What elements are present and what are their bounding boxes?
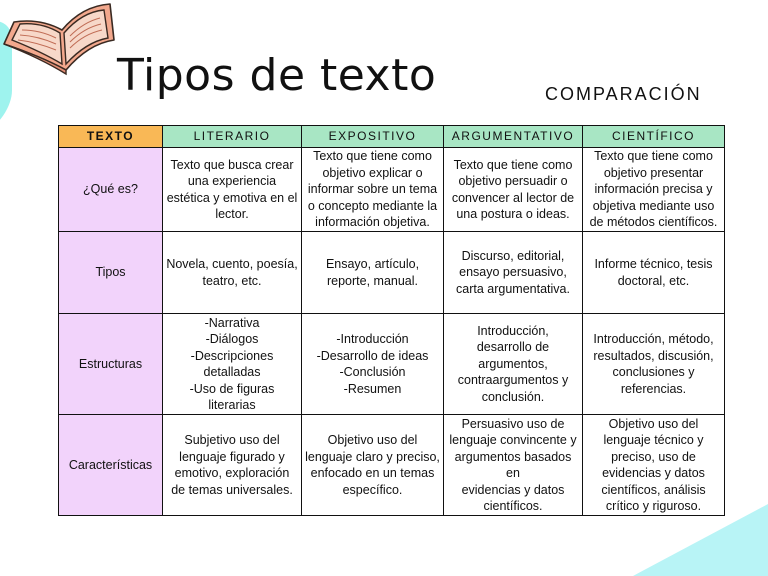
table-row — [59, 148, 725, 232]
cell-line: Introducción, método, — [593, 332, 714, 346]
header-cientifico: CIENTÍFICO — [583, 126, 725, 148]
cell-line: -Resumen — [343, 381, 402, 396]
table-row — [59, 314, 725, 415]
cell-line: estética y emotiva en el — [166, 190, 298, 205]
table-cell — [163, 232, 302, 314]
cell-line: -Descripciones — [190, 348, 274, 363]
cell-line: lenguaje convincente y — [449, 433, 577, 447]
comparison-table — [58, 125, 725, 516]
cell-line: -Diálogos — [205, 332, 259, 346]
cell-line: Objetivo uso del — [608, 416, 699, 431]
cell-line: información objetiva. — [315, 215, 430, 230]
table-cell — [163, 415, 302, 516]
table-cell — [302, 314, 444, 415]
cell-line: evidencias y datos — [602, 466, 705, 480]
header-expositivo: EXPOSITIVO — [302, 126, 444, 148]
cell-line: -Uso de figuras — [189, 381, 275, 396]
cell-line: objetiva mediante uso — [592, 198, 715, 213]
table-cell — [302, 232, 444, 314]
cell-line: informar sobre un tema — [307, 182, 438, 197]
open-book-icon — [0, 0, 120, 84]
table-cell — [583, 148, 725, 232]
cell-line: una experiencia — [187, 174, 277, 188]
cell-line: Subjetivo uso del — [184, 433, 280, 447]
cell-line: objetivo persuadir o — [458, 174, 568, 188]
cell-line: lenguaje técnico y — [603, 433, 704, 447]
cell-line: Introducción, — [477, 323, 549, 338]
cell-line: específico. — [342, 482, 403, 497]
row-label-caracteristicas: Características — [59, 415, 163, 516]
cell-line: emotivo, exploración — [174, 466, 290, 480]
cell-line: convencer al lector de — [451, 190, 575, 205]
cell-line: -Desarrollo de ideas — [316, 348, 429, 363]
cell-line: conclusión. — [481, 389, 545, 404]
cell-line: una postura o ideas. — [456, 207, 570, 221]
cell-line: lenguaje figurado y — [179, 449, 285, 464]
cell-line: científicos, análisis — [601, 482, 706, 497]
header-texto: TEXTO — [59, 126, 163, 148]
cell-line: teatro, etc. — [202, 273, 262, 288]
table-cell — [444, 232, 583, 314]
cell-line: Discurso, editorial, — [461, 248, 565, 263]
cell-line: Novela, cuento, poesía, — [166, 257, 298, 271]
table-cell — [163, 314, 302, 415]
cell-line: -Introducción — [336, 332, 409, 346]
row-label-estructuras: Estructuras — [59, 314, 163, 415]
table-cell — [583, 232, 725, 314]
table-header-row — [59, 126, 725, 148]
cell-line: Objetivo uso del — [327, 433, 418, 447]
cell-line: Texto que tiene como — [453, 157, 573, 172]
cell-line: desarrollo de — [476, 340, 550, 355]
table-cell — [302, 415, 444, 516]
cell-line: argumentos, — [478, 356, 548, 371]
cell-line: carta argumentativa. — [456, 281, 570, 296]
page-title: Tipos de texto — [117, 50, 437, 101]
cell-line: -Conclusión — [339, 365, 406, 379]
cell-line: evidencias y datos — [461, 482, 565, 497]
cell-line: o concepto mediante la — [307, 198, 438, 213]
row-label-tipos: Tipos — [59, 232, 163, 314]
table-cell — [302, 148, 444, 232]
cell-line: -Narrativa — [204, 315, 260, 330]
cell-line: referencias. — [620, 381, 687, 396]
header-argumentativo: ARGUMENTATIVO — [444, 126, 583, 148]
cell-line: contraargumentos y — [457, 373, 569, 388]
cell-line: de temas universales. — [171, 482, 293, 497]
cell-line: conclusiones y — [612, 365, 695, 379]
cell-line: de métodos científicos. — [589, 215, 718, 230]
cell-line: literarias — [208, 398, 256, 412]
page-subtitle: COMPARACIÓN — [545, 84, 702, 104]
cell-line: Persuasivo uso de — [461, 416, 565, 431]
cell-line: científicos. — [483, 499, 543, 513]
cell-line: objetivo presentar — [603, 165, 704, 180]
cell-line: crítico y riguroso. — [605, 499, 702, 513]
cell-line: Texto que busca crear — [170, 157, 294, 172]
cell-line: lenguaje claro y preciso, — [305, 449, 440, 464]
cell-line: Texto que tiene como — [313, 149, 432, 164]
table-cell — [583, 415, 725, 516]
cell-line: reporte, manual. — [326, 273, 419, 288]
table-row — [59, 232, 725, 314]
cell-line: preciso, uso de — [611, 449, 696, 464]
row-label-que-es: ¿Qué es? — [59, 148, 163, 232]
cell-line: enfocado en un temas — [310, 466, 435, 480]
cell-line: doctoral, etc. — [617, 273, 690, 288]
table-row — [59, 415, 725, 516]
cell-line: lector. — [215, 207, 249, 221]
table-cell — [444, 314, 583, 415]
cell-line: ensayo persuasivo, — [459, 265, 567, 280]
table-cell — [444, 415, 583, 516]
table-cell — [583, 314, 725, 415]
cell-line: detalladas — [203, 365, 261, 379]
table-cell — [163, 148, 302, 232]
cell-line: Ensayo, artículo, — [325, 257, 420, 271]
cell-line: Texto que tiene como — [594, 149, 713, 164]
cell-line: resultados, discusión, — [593, 348, 714, 363]
table-cell — [444, 148, 583, 232]
cell-line: argumentos basados en — [454, 449, 572, 480]
cell-line: Informe técnico, tesis — [594, 257, 713, 271]
header-literario: LITERARIO — [163, 126, 302, 148]
cell-line: objetivo explicar o — [322, 165, 423, 180]
cell-line: información precisa y — [594, 182, 713, 197]
